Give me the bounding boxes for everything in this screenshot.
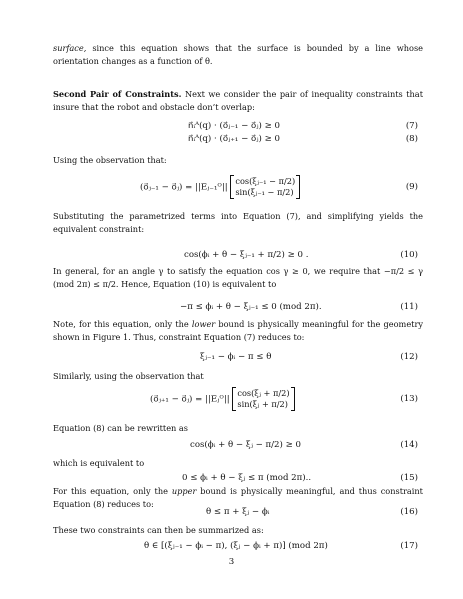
equation-14-number: (14) [400,440,418,450]
equation-15-body: 0 ≤ ϕᵢ + θ − ξⱼ ≤ π (mod 2π).. [182,473,312,483]
equation-9-matrix-bottom: sin(ξⱼ₋₁ − π/2) [235,187,294,197]
italic-surface: surface, [53,43,87,53]
equation-11-body: −π ≤ ϕᵢ + θ − ξⱼ₋₁ ≤ 0 (mod 2π). [180,302,322,312]
equation-13-matrix-bottom: sin(ξⱼ + π/2) [237,399,288,409]
equation-17-body: θ ∈ [(ξⱼ₋₁ − ϕᵢ − π), (ξⱼ − ϕᵢ + π)] (mod 2π) [144,541,328,551]
right-bracket [296,175,300,199]
equation-7-body: n⃗ᵢᴬ(q) · (o⃗ⱼ₋₁ − o⃗ⱼ) ≥ 0 [188,121,281,131]
equation-13-body [150,387,295,411]
equation-11-number: (11) [400,302,418,312]
equation-13-matrix-top: cos(ξⱼ + π/2) [237,388,290,398]
equation-12-number: (12) [400,352,418,362]
paragraph-lower-bound-a: Note, for this equation, only the [53,319,192,329]
equation-9-body [140,175,300,199]
equation-17-number: (17) [400,541,418,551]
paragraph-equivalent: which is equivalent to [53,458,145,468]
equation-10-number: (10) [400,250,418,260]
equation-14-body: cos(ϕᵢ + θ − ξⱼ − π/2) ≥ 0 [190,440,302,450]
paragraph-angle-gamma: In general, for an angle γ to satisfy the equation cos γ ≥ 0, we require that −π/2 ≤ γ (mod 2π) ≤ π/2. Hence, Equation (10) is equivalent to [53,266,423,289]
paragraph-observation: Using the observation that: [53,155,167,165]
paragraph-second-pair [53,88,423,113]
paragraph-surface-text: since this equation shows that the surface is bounded by a line whose orientation changes as a function of θ. [53,43,423,66]
paragraph-upper-bound-a: For this equation, only the [53,486,172,496]
equation-15-number: (15) [400,473,418,483]
paragraph-similarly: Similarly, using the observation that [53,371,204,381]
paragraph-lower-bound [53,318,423,343]
equation-9-matrix [230,175,300,199]
equation-13-matrix [232,387,294,411]
equation-16-number: (16) [400,507,418,517]
equation-9-lhs: (o⃗ⱼ₋₁ − o⃗ⱼ) = ||Eⱼ₋₁ᴼ|| [140,182,228,193]
equation-8-number: (8) [405,134,418,144]
paragraph-surface [53,42,423,67]
equation-9 [40,174,418,200]
section-heading-second-pair: Second Pair of Constraints. [53,89,182,99]
equation-13-number: (13) [400,394,418,404]
equation-9-number: (9) [405,182,418,192]
equation-12-body: ξⱼ₋₁ − ϕᵢ − π ≤ θ [200,352,272,362]
equation-13-lhs: (o⃗ⱼ₊₁ − o⃗ⱼ) = ||Eⱼᴼ|| [150,394,230,405]
equation-9-matrix-top: cos(ξⱼ₋₁ − π/2) [235,176,296,186]
equation-7-number: (7) [405,121,418,131]
paragraph-rewritten: Equation (8) can be rewritten as [53,423,189,433]
paragraph-upper-bound-b: bound is physically meaningful, and thus constraint Equation (8) reduces to: [53,486,423,509]
equation-16-body: θ ≤ π + ξⱼ − ϕᵢ [206,507,270,517]
right-bracket [291,387,295,411]
paragraph-summarized: These two constraints can then be summarized as: [53,525,264,535]
equation-13 [40,386,418,412]
equation-10-body: cos(ϕᵢ + θ − ξⱼ₋₁ + π/2) ≥ 0 . [184,250,309,260]
italic-lower: lower [191,319,216,329]
paragraph-lower-bound-b: bound is physically meaningful for the geometry shown in Figure 1. Thus, constraint Equation (7) reduces to: [53,319,423,342]
equation-8-body: n⃗ᵢᴬ(q) · (o⃗ⱼ₊₁ − o⃗ⱼ) ≥ 0 [188,134,281,144]
italic-upper: upper [171,486,197,496]
paragraph-substituting: Substituting the parametrized terms into Equation (7), and simplifying yields the equivalent constraint: [53,211,423,234]
page-number: 3 [228,557,235,567]
paragraph-second-pair-text: Next we consider the pair of inequality constraints that insure that the robot and obstacle don’t overlap: [53,89,423,112]
